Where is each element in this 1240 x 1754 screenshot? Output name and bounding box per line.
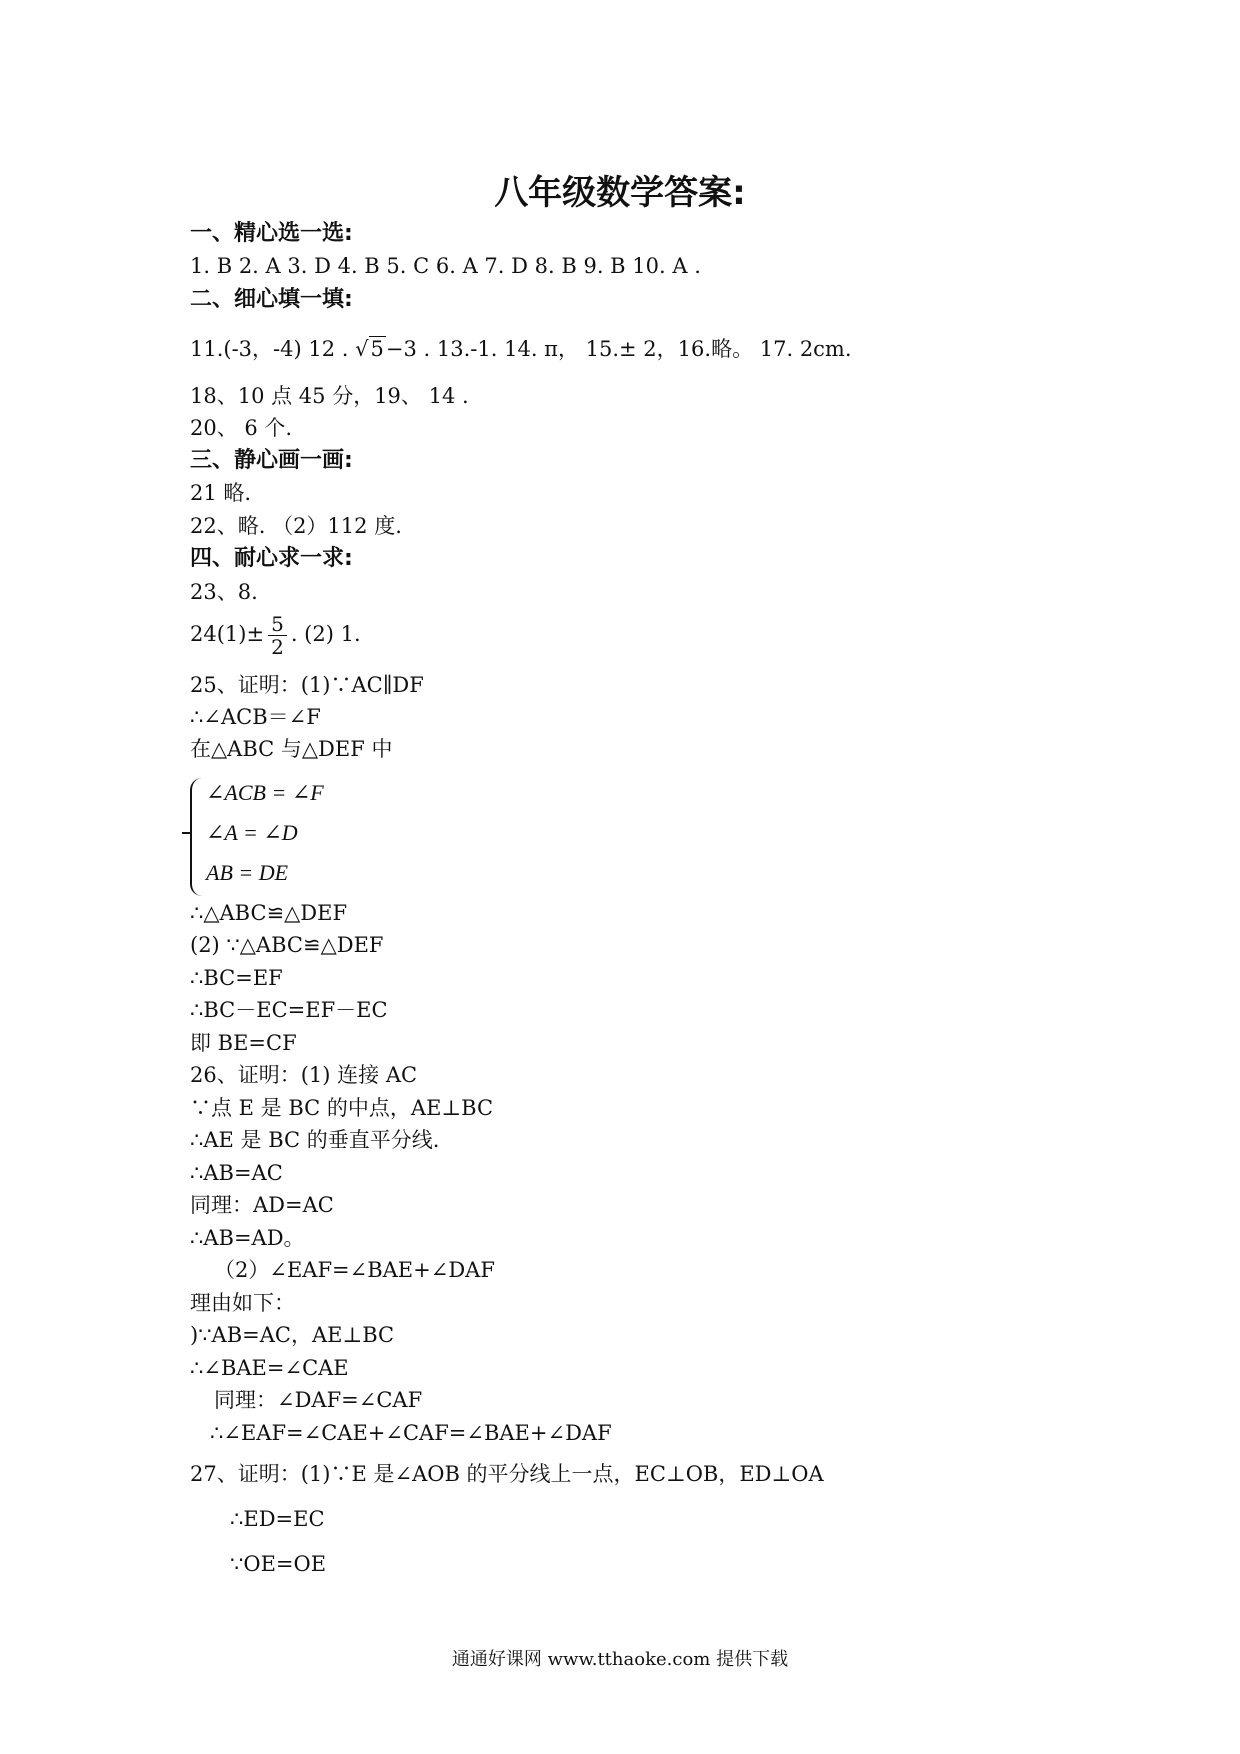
proof-25-line-g: 即 BE=CF bbox=[190, 1031, 297, 1055]
proof-26-line-e: ∴AB=AD。 bbox=[190, 1226, 305, 1250]
proof-26-line-d: 同理：AD=AC bbox=[190, 1193, 334, 1217]
proof-26-line-h: )∵AB=AC，AE⊥BC bbox=[190, 1323, 395, 1347]
proof-25-start: 25、证明：(1)∵AC∥DF bbox=[190, 673, 424, 697]
section-heading-3: 三、静心画一画: bbox=[190, 448, 353, 473]
answer-22: 22、略. （2）112 度. bbox=[190, 514, 402, 538]
equation-2: ∠A = ∠D bbox=[206, 820, 298, 845]
fraction bbox=[268, 613, 287, 658]
proof-26-start: 26、证明：(1) 连接 AC bbox=[190, 1063, 418, 1087]
proof-25-line-b: 在△ABC 与△DEF 中 bbox=[190, 737, 393, 761]
answer-23: 23、8. bbox=[190, 580, 258, 604]
equation-1: ∠ACB = ∠F bbox=[206, 780, 324, 805]
proof-27-line-a: ∴ED=EC bbox=[230, 1507, 325, 1531]
answer-24 bbox=[190, 613, 361, 658]
left-brace bbox=[190, 778, 202, 896]
equation-3: AB = DE bbox=[206, 860, 289, 885]
fill-answers-line bbox=[190, 337, 852, 362]
proof-27-line-b: ∵OE=OE bbox=[230, 1552, 327, 1576]
answer-24-prefix: 24(1)± bbox=[190, 622, 265, 646]
proof-26-line-j: 同理：∠DAF=∠CAF bbox=[214, 1388, 423, 1412]
answer-24-suffix: . (2) 1. bbox=[290, 622, 361, 646]
proof-25-line-d: (2) ∵△ABC≌△DEF bbox=[190, 933, 384, 957]
fraction-denominator: 2 bbox=[271, 635, 284, 659]
proof-25-line-e: ∴BC=EF bbox=[190, 966, 283, 990]
sqrt-radicand: 5 bbox=[370, 337, 384, 361]
proof-26-line-i: ∴∠BAE=∠CAE bbox=[190, 1356, 349, 1380]
left-brace-tip bbox=[182, 832, 190, 842]
proof-26-line-k: ∴∠EAF=∠CAE+∠CAF=∠BAE+∠DAF bbox=[210, 1421, 612, 1445]
sqrt-symbol: √5 bbox=[355, 337, 384, 361]
proof-27-start: 27、证明：(1)∵E 是∠AOB 的平分线上一点，EC⊥OB，ED⊥OA bbox=[190, 1462, 824, 1486]
section-heading-2: 二、细心填一填: bbox=[190, 287, 353, 312]
proof-26-line-a: ∵点 E 是 BC 的中点，AE⊥BC bbox=[190, 1096, 494, 1120]
proof-26-line-c: ∴AB=AC bbox=[190, 1161, 283, 1185]
answer-20: 20、 6 个. bbox=[190, 416, 293, 440]
answer-21: 21 略. bbox=[190, 481, 252, 505]
fill-answers-part-a: 11.(-3，-4) 12 . bbox=[190, 337, 349, 361]
section-heading-4: 四、耐心求一求: bbox=[190, 546, 353, 571]
proof-26-line-g: 理由如下： bbox=[190, 1291, 295, 1315]
proof-25-line-c: ∴△ABC≌△DEF bbox=[190, 901, 348, 925]
proof-25-line-a: ∴∠ACB＝∠F bbox=[190, 705, 321, 729]
proof-26-line-f: （2）∠EAF=∠BAE+∠DAF bbox=[214, 1258, 495, 1282]
fill-answers-part-b: −3 . 13.-1. 14. π， 15.± 2，16.略。 17. 2cm. bbox=[385, 337, 852, 361]
section-heading-1: 一、精心选一选: bbox=[190, 221, 353, 246]
answer-18-19: 18、10 点 45 分，19、 14 . bbox=[190, 384, 469, 408]
proof-25-line-f: ∴BC－EC=EF－EC bbox=[190, 998, 388, 1022]
mc-answers: 1. B 2. A 3. D 4. B 5. C 6. A 7. D 8. B 9. B 10. A . bbox=[190, 254, 701, 278]
page-title: 八年级数学答案: bbox=[494, 173, 746, 213]
proof-26-line-b: ∴AE 是 BC 的垂直平分线. bbox=[190, 1128, 440, 1152]
fraction-numerator: 5 bbox=[268, 613, 287, 636]
page-footer: 通通好课网 www.tthaoke.com 提供下载 bbox=[451, 1649, 789, 1670]
